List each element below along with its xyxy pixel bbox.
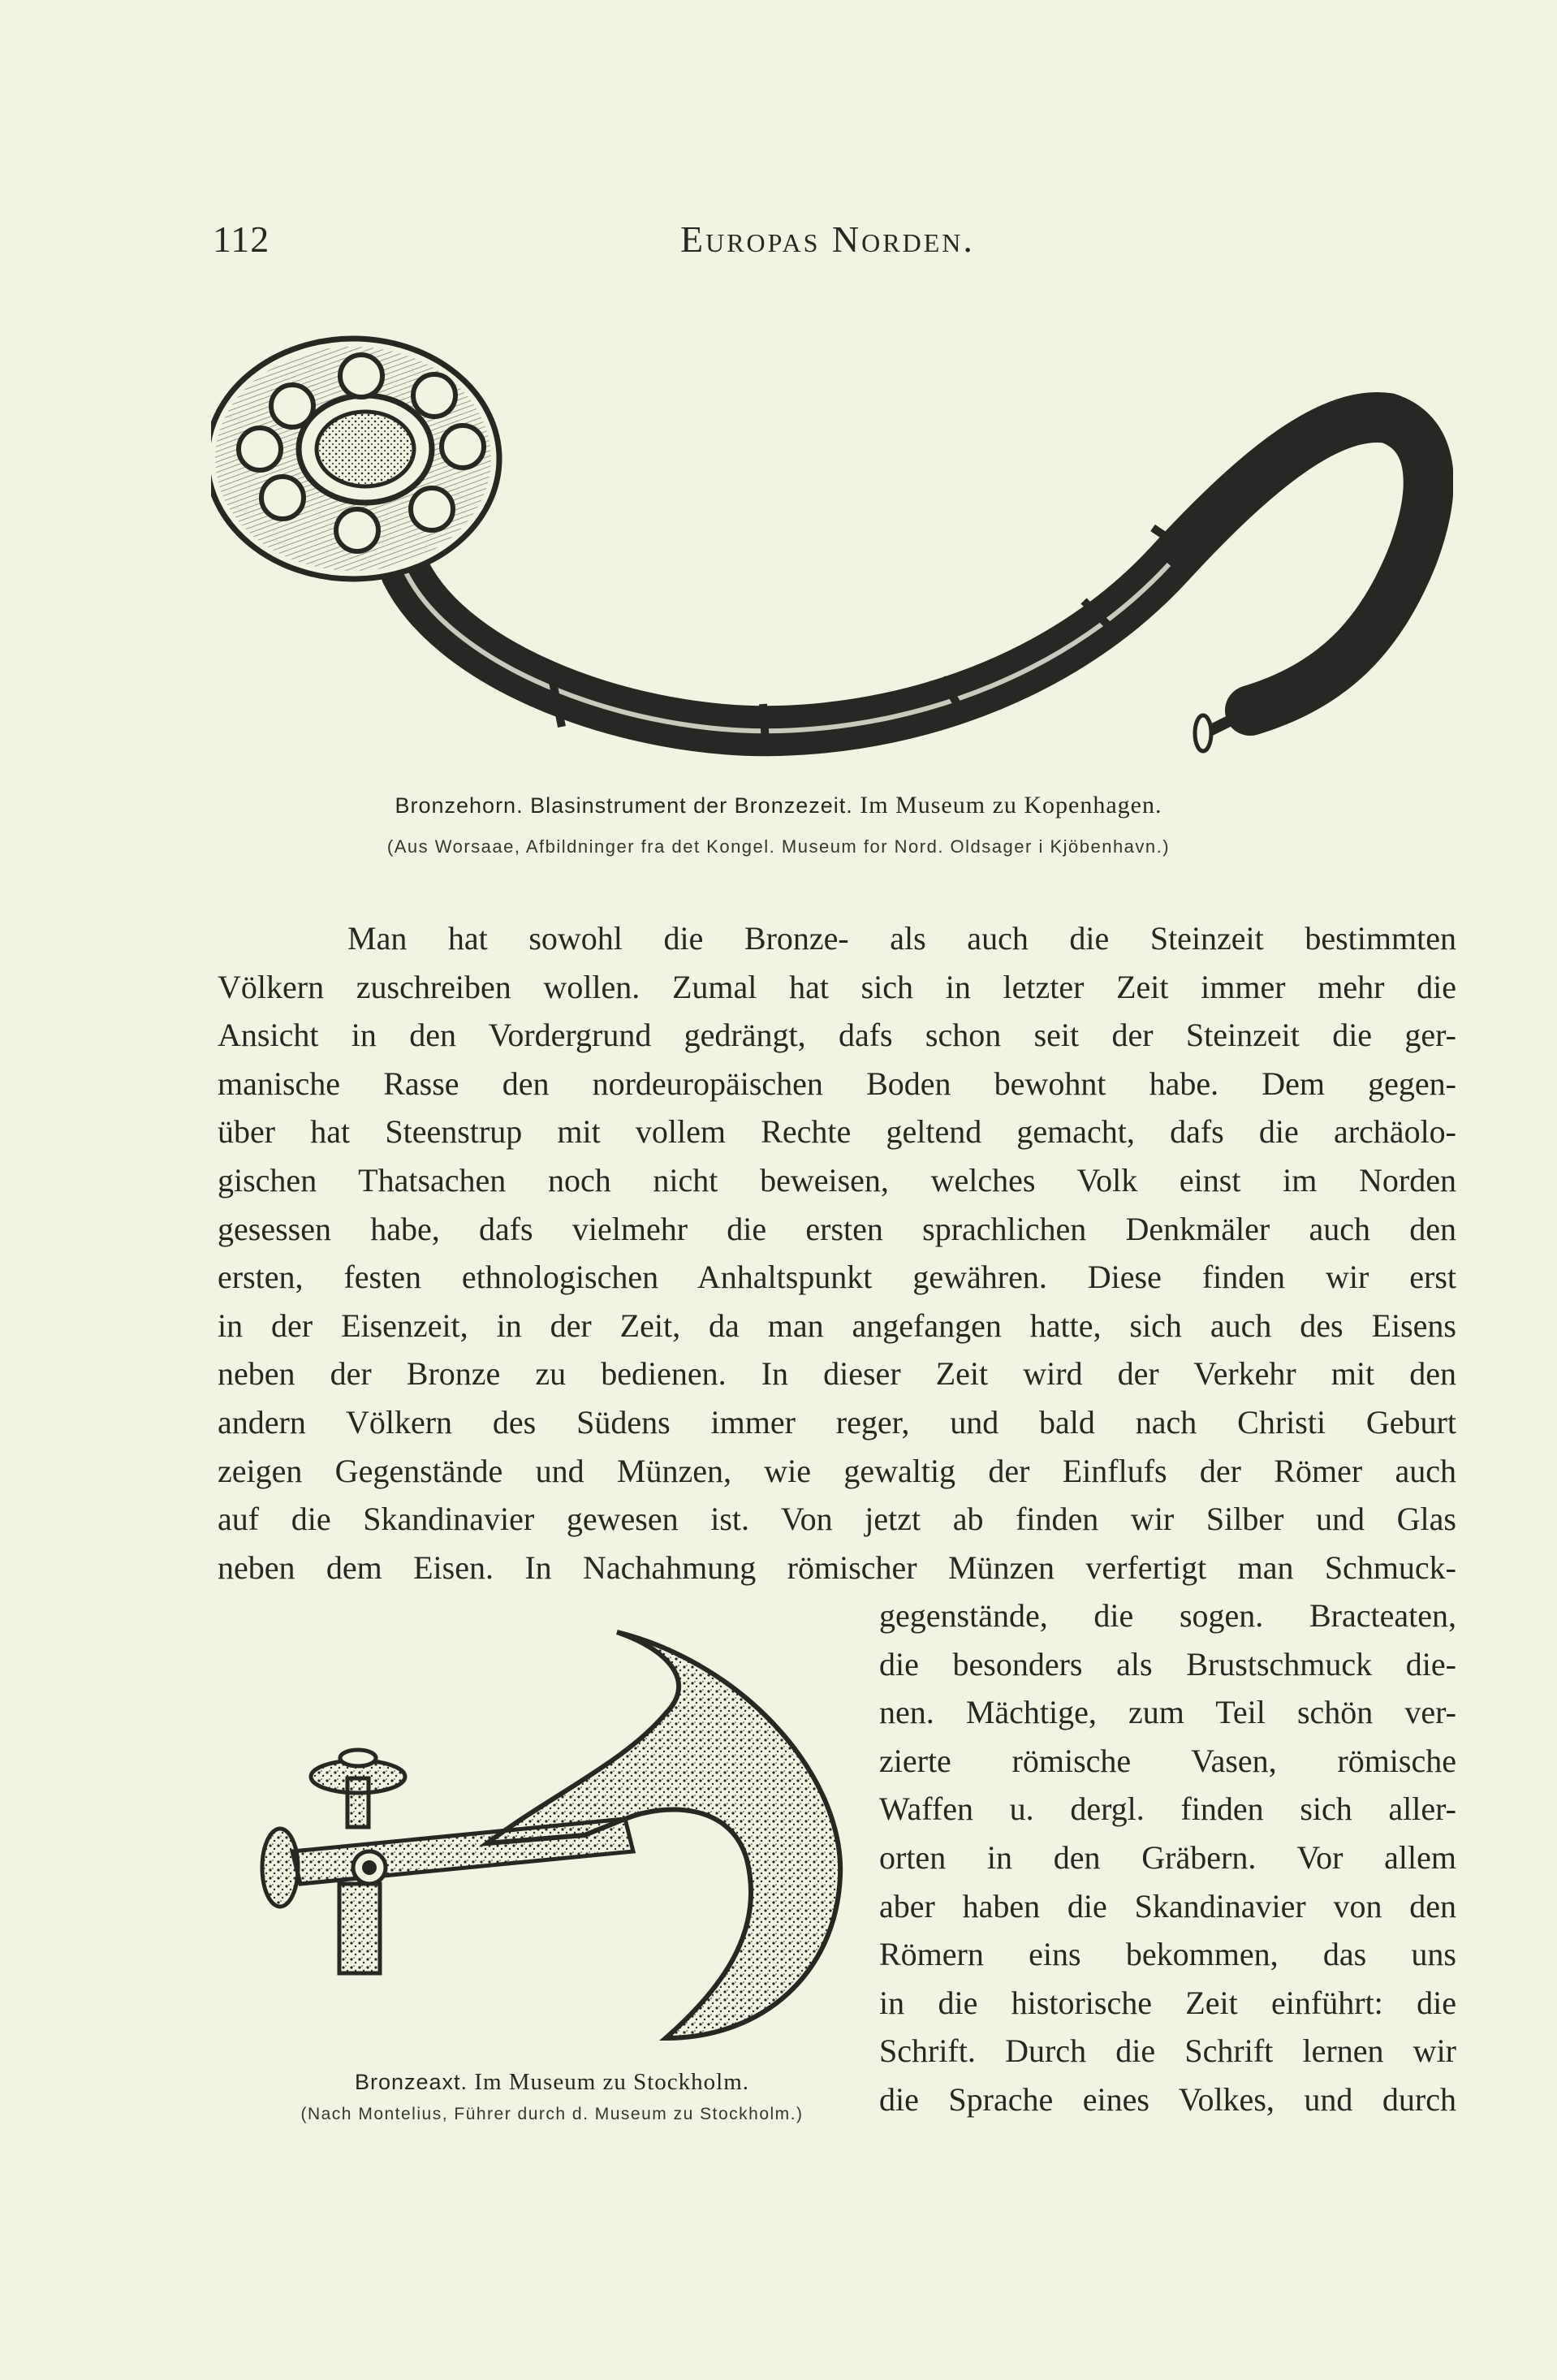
horn-caption-source: (Aus Worsaae, Afbildninger fra det Kongel. Museum for Nord. Oldsager i Kjöbenhavn.) [386,836,1171,857]
body-line: orten in den Gräbern. Vor allem [879,1838,1456,1876]
body-line: in die historische Zeit einführt: die [879,1984,1456,2021]
body-line: gegenstände, die sogen. Bracteaten, [879,1597,1456,1634]
axe-caption-location: Im Museum zu Stockholm. [474,2069,750,2095]
body-line: Man hat sowohl die Bronze- als auch die Steinzeit bestimmten [347,920,1456,957]
body-paragraph [218,914,1456,1592]
body-line: aber haben die Skandinavier von den [879,1887,1456,1924]
body-line: Waffen u. dergl. finden sich aller- [879,1790,1456,1828]
body-line: neben der Bronze zu bedienen. In dieser Zeit wird der Verkehr mit den [218,1355,1456,1393]
bronze-horn-illustration [211,329,1453,767]
body-line: gesessen habe, dafs vielmehr die ersten sprachlichen Denkmäler auch den [218,1210,1456,1247]
right-column-text [879,1592,1456,2124]
body-line: Ansicht in den Vordergrund gedrängt, dafs schon seit der Steinzeit die ger- [218,1017,1456,1054]
body-line: zierte römische Vasen, römische [879,1742,1456,1779]
body-line: ersten, festen ethnologischen Anhaltspunkt gewähren. Diese finden wir erst [218,1259,1456,1296]
horn-caption [0,792,1557,819]
body-line: Schrift. Durch die Schrift lernen wir [879,2032,1456,2070]
body-line: nen. Mächtige, zum Teil schön ver- [879,1694,1456,1731]
page-number: 112 [213,218,270,260]
running-head: Europas Norden. [680,218,975,260]
body-line: gischen Thatsachen noch nicht beweisen, welches Volk einst im Norden [218,1161,1456,1199]
body-line: Völkern zuschreiben wollen. Zumal hat sich in letzter Zeit immer mehr die [218,968,1456,1005]
body-line: über hat Steenstrup mit vollem Rechte geltend gemacht, dafs die archäolo- [218,1113,1456,1151]
axe-caption [235,2069,869,2096]
axe-caption-source: (Nach Montelius, Führer durch d. Museum zu Stockholm.) [300,2105,804,2123]
body-line: Römern eins bekommen, das uns [879,1936,1456,1973]
body-line: in der Eisenzeit, in der Zeit, da man angefangen hatte, sich auch des Eisens [218,1307,1456,1344]
bronze-axe-illustration [244,1616,860,2071]
body-line: auf die Skandinavier gewesen ist. Von jetzt ab finden wir Silber und Glas [218,1501,1456,1538]
horn-caption-title: Bronzehorn. Blasinstrument der Bronzezeit. [395,793,853,818]
body-line: zeigen Gegenstände und Münzen, wie gewaltig der Einflufs der Römer auch [218,1452,1456,1489]
body-line: andern Völkern des Südens immer reger, und bald nach Christi Geburt [218,1403,1456,1441]
body-line: die Sprache eines Volkes, und durch [879,2080,1456,2118]
horn-caption-location: Im Museum zu Kopenhagen. [860,792,1162,819]
body-line: die besonders als Brustschmuck die- [879,1645,1456,1682]
body-line: neben dem Eisen. In Nachahmung römischer Münzen verfertigt man Schmuck- [218,1549,1456,1586]
axe-caption-title: Bronzeaxt. [354,2070,468,2094]
body-line: manische Rasse den nordeuropäischen Boden bewohnt habe. Dem gegen- [218,1065,1456,1102]
